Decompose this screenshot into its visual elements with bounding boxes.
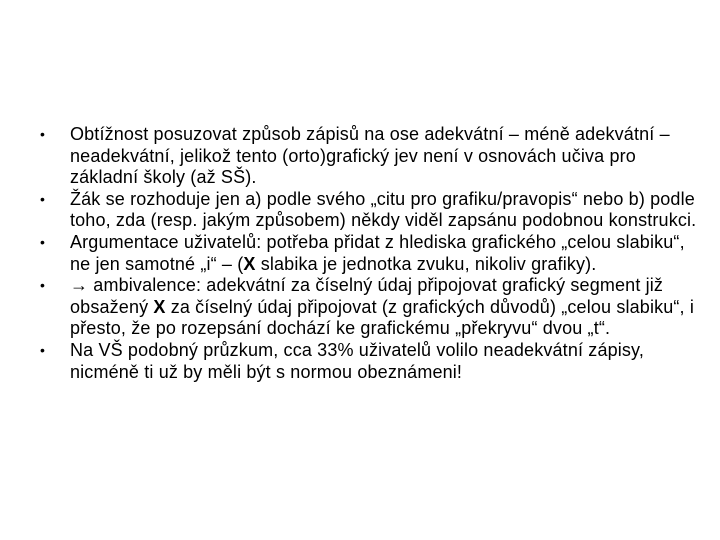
bullet-item-student-decision bbox=[40, 189, 700, 232]
bullet-text-after: za číselný údaj připojovat (z grafických důvodů) „celou slabiku“, i přesto, že po rozepsání dochází ke grafickému „překryvu“ dvou „t“. bbox=[70, 296, 695, 339]
bullet-dot-icon: • bbox=[40, 341, 46, 358]
bullet-dot-icon: • bbox=[40, 126, 46, 142]
bullet-text-bold-x: X bbox=[153, 296, 166, 317]
bullet-dot-icon: • bbox=[40, 277, 46, 294]
bullet-text: Žák se rozhoduje jen a) podle svého „citu pro grafiku/pravopis“ nebo b) podle toho, zda (resp. jakým způsobem) někdy viděl zapsánu podobnou konstrukci. bbox=[70, 188, 697, 231]
bullet-text-bold-x: X bbox=[243, 253, 256, 274]
bullet-text: Obtížnost posuzovat způsob zápisů na ose adekvátní – méně adekvátní – neadekvátní, jelikož tento (orto)grafický jev není v osnovách učiva pro základní školy (až SŠ). bbox=[70, 124, 670, 188]
bullet-item-ambivalence bbox=[40, 275, 700, 340]
bullet-text-before: → ambivalence: adekvátní za číselný údaj připojovat grafický segment již obsažený bbox=[70, 275, 664, 317]
bullet-item-user-argumentation bbox=[40, 232, 700, 275]
bullet-item-difficulty bbox=[40, 124, 700, 189]
bullet-text: Na VŠ podobný průzkum, cca 33% uživatelů volilo neadekvátní zápisy, nicméně ti už by měli být s normou obeznámeni! bbox=[70, 339, 645, 382]
bullet-dot-icon: • bbox=[40, 190, 46, 207]
bullet-text-before: Argumentace uživatelů: potřeba přidat z hlediska grafického „celou slabiku“, ne jen samotné „i“ – ( bbox=[70, 231, 685, 274]
bullet-item-university-survey bbox=[40, 340, 700, 383]
bullet-text bbox=[70, 232, 685, 274]
bullet-dot-icon: • bbox=[40, 233, 46, 250]
bullet-text-after: slabika je jednotka zvuku, nikoliv grafiky). bbox=[255, 253, 597, 274]
bullet-text bbox=[70, 275, 694, 338]
bullet-list bbox=[40, 124, 700, 383]
